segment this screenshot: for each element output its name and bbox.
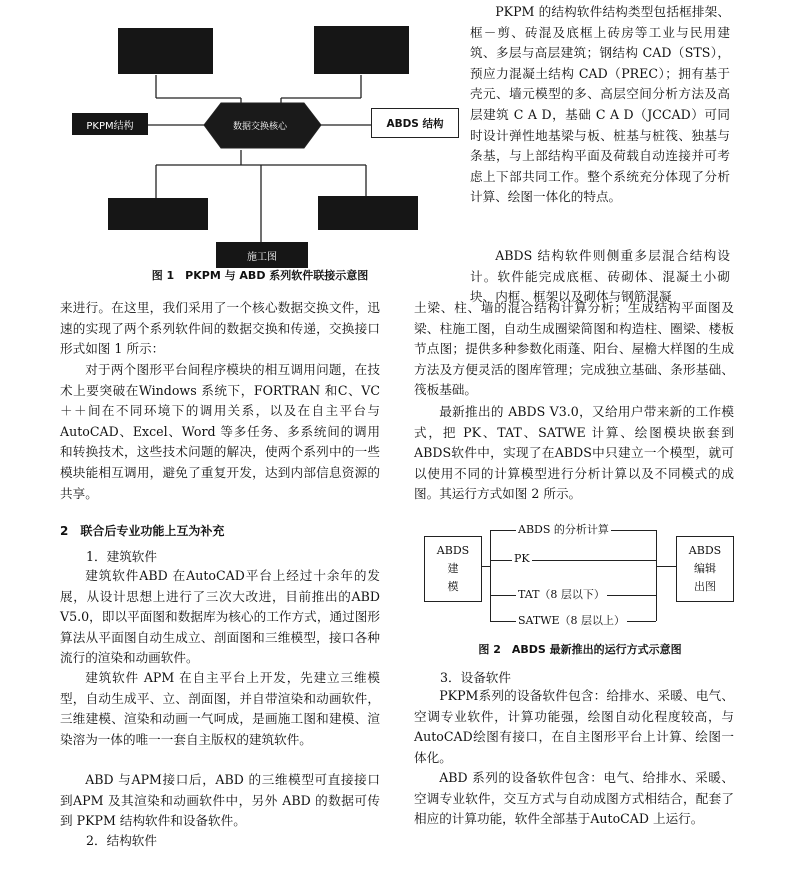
branch-tat: TAT（8 层以下） bbox=[518, 588, 605, 601]
branch-pk: PK bbox=[514, 552, 530, 565]
abds-v3-paragraph: 最新推出的 ABDS V3.0，又给用户带来新的工作模式，把 PK、TAT、SATWE 计算、绘图模块嵌套到ABDS软件中，实现了在ABDS中只建立一个模型，就可以使用不同的计算模型进行分析计算以及不同模式的成图。其运行方式如图 2 所示。 bbox=[414, 404, 734, 502]
figure-2 bbox=[420, 516, 740, 636]
abd-paragraph: 建筑软件ABD 在AutoCAD平台上经过十余年的发展，从设计思想上进行了三次大改进，目前推出的ABD V5.0，即以平面图和数据库为核心的工作方式，通过图形算法从平面图自动生成立、剖面图和三维模型，接口各种流行的渲染和动画软件。 bbox=[60, 568, 380, 666]
section-2-title: 2 联合后专业功能上互为补充 bbox=[60, 524, 225, 538]
trunk-right bbox=[656, 566, 676, 567]
top-left-block bbox=[118, 28, 213, 74]
abd-equipment-paragraph: ABD 系列的设备软件包含：电气、给排水、采暖、空调专业软件，交互方式与自动成图方式相结合，配套了相应的计算功能，软件全部基于AutoCAD 上运行。 bbox=[414, 770, 734, 827]
module-call-paragraph: 对于两个图形平台间程序模块的相互调用问题，在技术上要突破在Windows 系统下，FORTRAN 和C、VC＋＋间在不同环境下的调用关系，以及在自主平台与 AutoCAD、Excel、Word 等多任务、多系统间的调用和转换技术，这些技术问题的解决，使两个系列中的一些模块能相互调用，避免了重复开发，达到内部信息资源的共享。 bbox=[60, 362, 380, 501]
right-block-label: ABDS 结构 bbox=[386, 117, 444, 130]
trunk-right-vertical bbox=[656, 530, 657, 621]
pkpm-equipment-paragraph: PKPM系列的设备软件包含：给排水、采暖、电气、空调专业软件，计算功能强，绘图自动化程度较高，与AutoCAD绘图有接口，在自主图形平台上计算、绘图一体化。 bbox=[414, 688, 734, 765]
exchange-paragraph: 来进行。在这里，我们采用了一个核心数据交换文件，迅速的实现了两个系列软件间的数据交换和传递，交换接口形式如图 1 所示： bbox=[60, 300, 380, 357]
figure-1-caption: 图 1 PKPM 与 ABD 系列软件联接示意图 bbox=[151, 269, 369, 282]
trunk-left bbox=[482, 566, 490, 567]
abds-structure-paragraph-head: ABDS 结构软件则侧重多层混合结构设计。软件能完成底框、砖砌体、混凝土小砌块、内框、框架以及砌体与钢筋混凝 bbox=[470, 248, 730, 305]
bottom-left-block bbox=[108, 198, 208, 230]
bottom-right-block bbox=[318, 196, 418, 230]
right-block bbox=[371, 108, 459, 138]
figure-1 bbox=[66, 20, 466, 280]
subsection-3-title: 3．设备软件 bbox=[440, 670, 511, 685]
figure-2-caption: 图 2 ABDS 最新推出的运行方式示意图 bbox=[478, 643, 682, 656]
abd-apm-interface-paragraph: ABD 与APM接口后，ABD 的三维模型可直接接口到APM 及其渲染和动画软件中，另外 ABD 的数据可传到 PKPM 结构软件和设备软件。 bbox=[60, 772, 380, 829]
top-right-block bbox=[314, 26, 409, 74]
trunk-left-vertical bbox=[490, 530, 491, 621]
abds-modeling-box: ABDS 建 模 bbox=[424, 536, 482, 602]
branch-satwe: SATWE（8 层以上） bbox=[518, 614, 626, 627]
pkpm-structure-paragraph: PKPM 的结构软件结构类型包括框排架、框－剪、砖混及底框上砖房等工业与民用建筑、多层与高层建筑；钢结构 CAD（STS），预应力混凝土结构 CAD（PREC）；拥有基于壳元、墙元模型的多、高层空间分析方法及高层建筑 C A D，基础 C A D（JCCAD）可同时设计弹性地基梁与板、桩基与桩筏、独基与条基，与上部结构平面及荷载自动连接并可考虑上下部共同工作。整个系统充分体现了分析计算、绘图一体化的特点。 bbox=[470, 4, 730, 205]
abds-output-box: ABDS 编辑 出图 bbox=[676, 536, 734, 602]
center-label: 数据交换核心 bbox=[232, 121, 287, 132]
subsection-2-title: 2．结构软件 bbox=[86, 833, 157, 848]
bottom-block: 施工图 bbox=[216, 242, 308, 268]
branch-abds-analysis: ABDS 的分析计算 bbox=[518, 523, 609, 536]
abds-structure-paragraph-rest: 土梁、柱、墙的混合结构计算分析；生成结构平面图及梁、柱施工图，自动生成圈梁简图和构造柱、圈梁、楼板节点图；提供多种参数化雨蓬、阳台、屋檐大样图的生成方法及方便灵活的图库管理；完成独立基础、条形基础、筏板基础。 bbox=[414, 300, 734, 398]
apm-paragraph: 建筑软件 APM 在自主平台上开发，先建立三维模型，自动生成平、立、剖面图，并自带渲染和动画软件，三维建模、渲染和动画一气呵成，是画施工图和建模、渲染溶为一体的唯一一套自主版权的建筑软件。 bbox=[60, 670, 380, 747]
left-block: PKPM结构 bbox=[72, 113, 148, 135]
subsection-1-title: 1．建筑软件 bbox=[86, 549, 157, 564]
